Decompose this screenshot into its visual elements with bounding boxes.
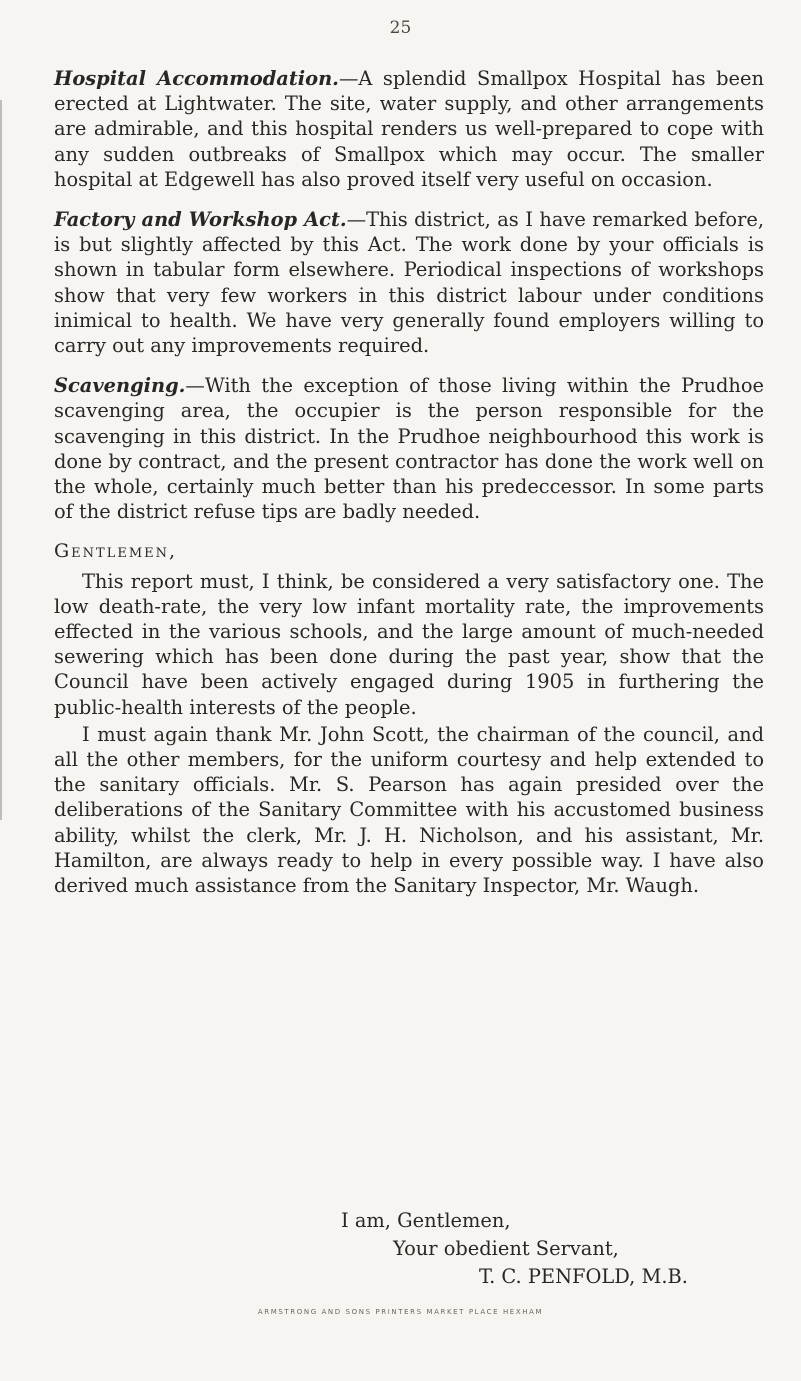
salutation: Gentlemen, xyxy=(54,540,178,563)
page-edge-shadow xyxy=(0,100,14,820)
heading-hospital-accommodation: Hospital Accommodation. xyxy=(54,67,339,90)
page-number: 25 xyxy=(389,18,412,38)
signoff-line-2: Your obedient Servant, xyxy=(393,1237,619,1260)
heading-scavenging: Scavenging. xyxy=(54,374,186,398)
text-factory-workshop-act: —This district, as I have remarked before, is but slightly affected by this Act. The work done by your officials is shown in tabular form elsewhere. Periodical inspections of workshops show that very few workers in this district labour under conditions inimical to health. We have very generally found employers willing to carry out any improvements required. xyxy=(54,208,764,358)
closing-paragraph-summary: This report must, I think, be considered a very satisfactory one. The low death-rate, the very low infant mortality rate, the improvements effected in the various schools, and the large amount of much-needed sewering which has been done during the past year, show that the Council have been actively engaged during 1905 in furthering the public-health interests of the people. xyxy=(54,569,764,719)
paragraph-hospital-accommodation xyxy=(54,66,764,192)
paragraph-scavenging xyxy=(54,373,764,524)
heading-factory-workshop-act: Factory and Workshop Act. xyxy=(54,208,347,232)
text-scavenging: —With the exception of those living within the Prudhoe scavenging area, the occupier is the person responsible for the scavenging in this district. In the Prudhoe neighbourhood this work is done by contract, and the present contractor has done the work well on the whole, certainly much better than his predeccessor. In some parts of the district refuse tips are badly needed. xyxy=(54,374,764,524)
signoff-line-1: I am, Gentlemen, xyxy=(341,1209,511,1232)
paragraph-factory-workshop-act xyxy=(54,207,764,358)
printer-imprint: ARMSTRONG AND SONS PRINTERS MARKET PLACE HEXHAM xyxy=(257,1308,544,1316)
closing-paragraph-thanks: I must again thank Mr. John Scott, the chairman of the council, and all the other members, for the uniform courtesy and help extended to the sanitary officials. Mr. S. Pearson has again presided over the deliberations of the Sanitary Committee with his accustomed business ability, whilst the clerk, Mr. J. H. Nicholson, and his assistant, Mr. Hamilton, are always ready to help in every possible way. I have also derived much assistance from the Sanitary Inspector, Mr. Waugh. xyxy=(54,722,764,898)
signature-name: T. C. PENFOLD, M.B. xyxy=(479,1265,688,1288)
text-hospital-accommodation: —A splendid Smallpox Hospital has been erected at Lightwater. The site, water supply, and other arrangements are admirable, and this hospital renders us well-prepared to cope with any sudden outbreaks of Smallpox which may occur. The smaller hospital at Edgewell has also proved itself very useful on occasion. xyxy=(54,67,764,191)
report-body xyxy=(54,66,764,898)
